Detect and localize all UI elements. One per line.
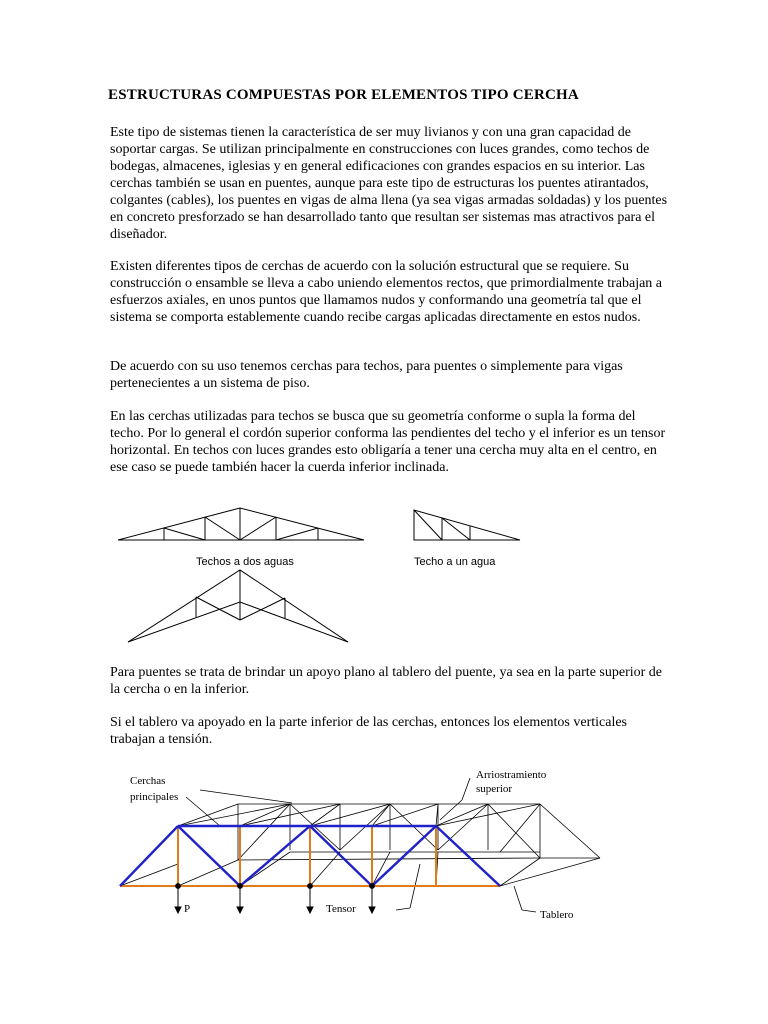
caption-dos-aguas: Techos a dos aguas xyxy=(196,556,294,568)
label-principales: principales xyxy=(130,791,179,803)
label-p: P xyxy=(184,903,191,915)
paragraph-bridges: Para puentes se trata de brindar un apoyo plano al tablero del puente, ya sea en la parte superior de la cercha o en la inferior. xyxy=(110,665,663,697)
label-arriostramiento: Arriostramiento xyxy=(476,769,547,781)
caption-un-agua: Techo a un agua xyxy=(414,556,496,568)
load-arrows xyxy=(175,884,375,913)
label-cerchas: Cerchas xyxy=(130,775,166,787)
label-superior: superior xyxy=(476,783,513,795)
paragraph-roofs: En las cerchas utilizadas para techos se busca que su geometría conforme o supla la forma del techo. Por lo general el cordón superior conforma las pendientes del techo y el inferior es un tensor horizontal. En techos con luces grandes esto obligaría a tener una cercha muy alta en el centro, en ese caso se puede también hacer la cuerda inferior inclinada. xyxy=(110,409,666,475)
un-agua-truss-drawing xyxy=(414,510,520,540)
paragraph-tension: Si el tablero va apoyado en la parte inferior de las cerchas, entonces los elementos verticales trabajan a tensión. xyxy=(110,715,628,747)
document-title: ESTRUCTURAS COMPUESTAS POR ELEMENTOS TIPO CERCHA xyxy=(108,87,579,103)
dos-aguas-truss-drawing xyxy=(118,508,364,540)
label-tensor: Tensor xyxy=(326,903,356,915)
paragraph-uses: De acuerdo con su uso tenemos cerchas para techos, para puentes o simplemente para vigas pertenecientes a un sistema de piso. xyxy=(110,359,623,391)
label-tablero: Tablero xyxy=(540,909,574,921)
bridge-back-truss xyxy=(120,778,600,912)
bridge-tension-members xyxy=(120,826,500,886)
bridge-main-truss xyxy=(120,826,500,886)
inclined-chord-truss-drawing xyxy=(128,570,348,642)
paragraph-intro: Este tipo de sistemas tienen la característica de ser muy livianos y con una gran capacidad de soportar cargas. Se utilizan principalmente en construcciones con luces grandes, como techos de bodegas, almacenes, iglesias y en general edificaciones con grandes espacios en su interior. Las cerchas también se usan en puentes, aunque para este tipo de estructuras los puentes atirantados, colgantes (cables), los puentes en vigas de alma llena (ya sea vigas armadas soldadas) y los puentes en concreto presforzado se han desarrollado tanto que resultan ser sistemas mas atractivos para el diseñador. xyxy=(110,125,668,242)
paragraph-types: Existen diferentes tipos de cerchas de acuerdo con la solución estructural que se requiere. Su construcción o ensamble se lleva a cabo uniendo elementos rectos, que primordialmente trabajan a esfuerzos axiales, en unos puntos que llamamos nudos y conformando una geometría tal que el sistema se comporta establemente cuando recibe cargas aplicadas directamente en estos nudos. xyxy=(110,259,663,325)
